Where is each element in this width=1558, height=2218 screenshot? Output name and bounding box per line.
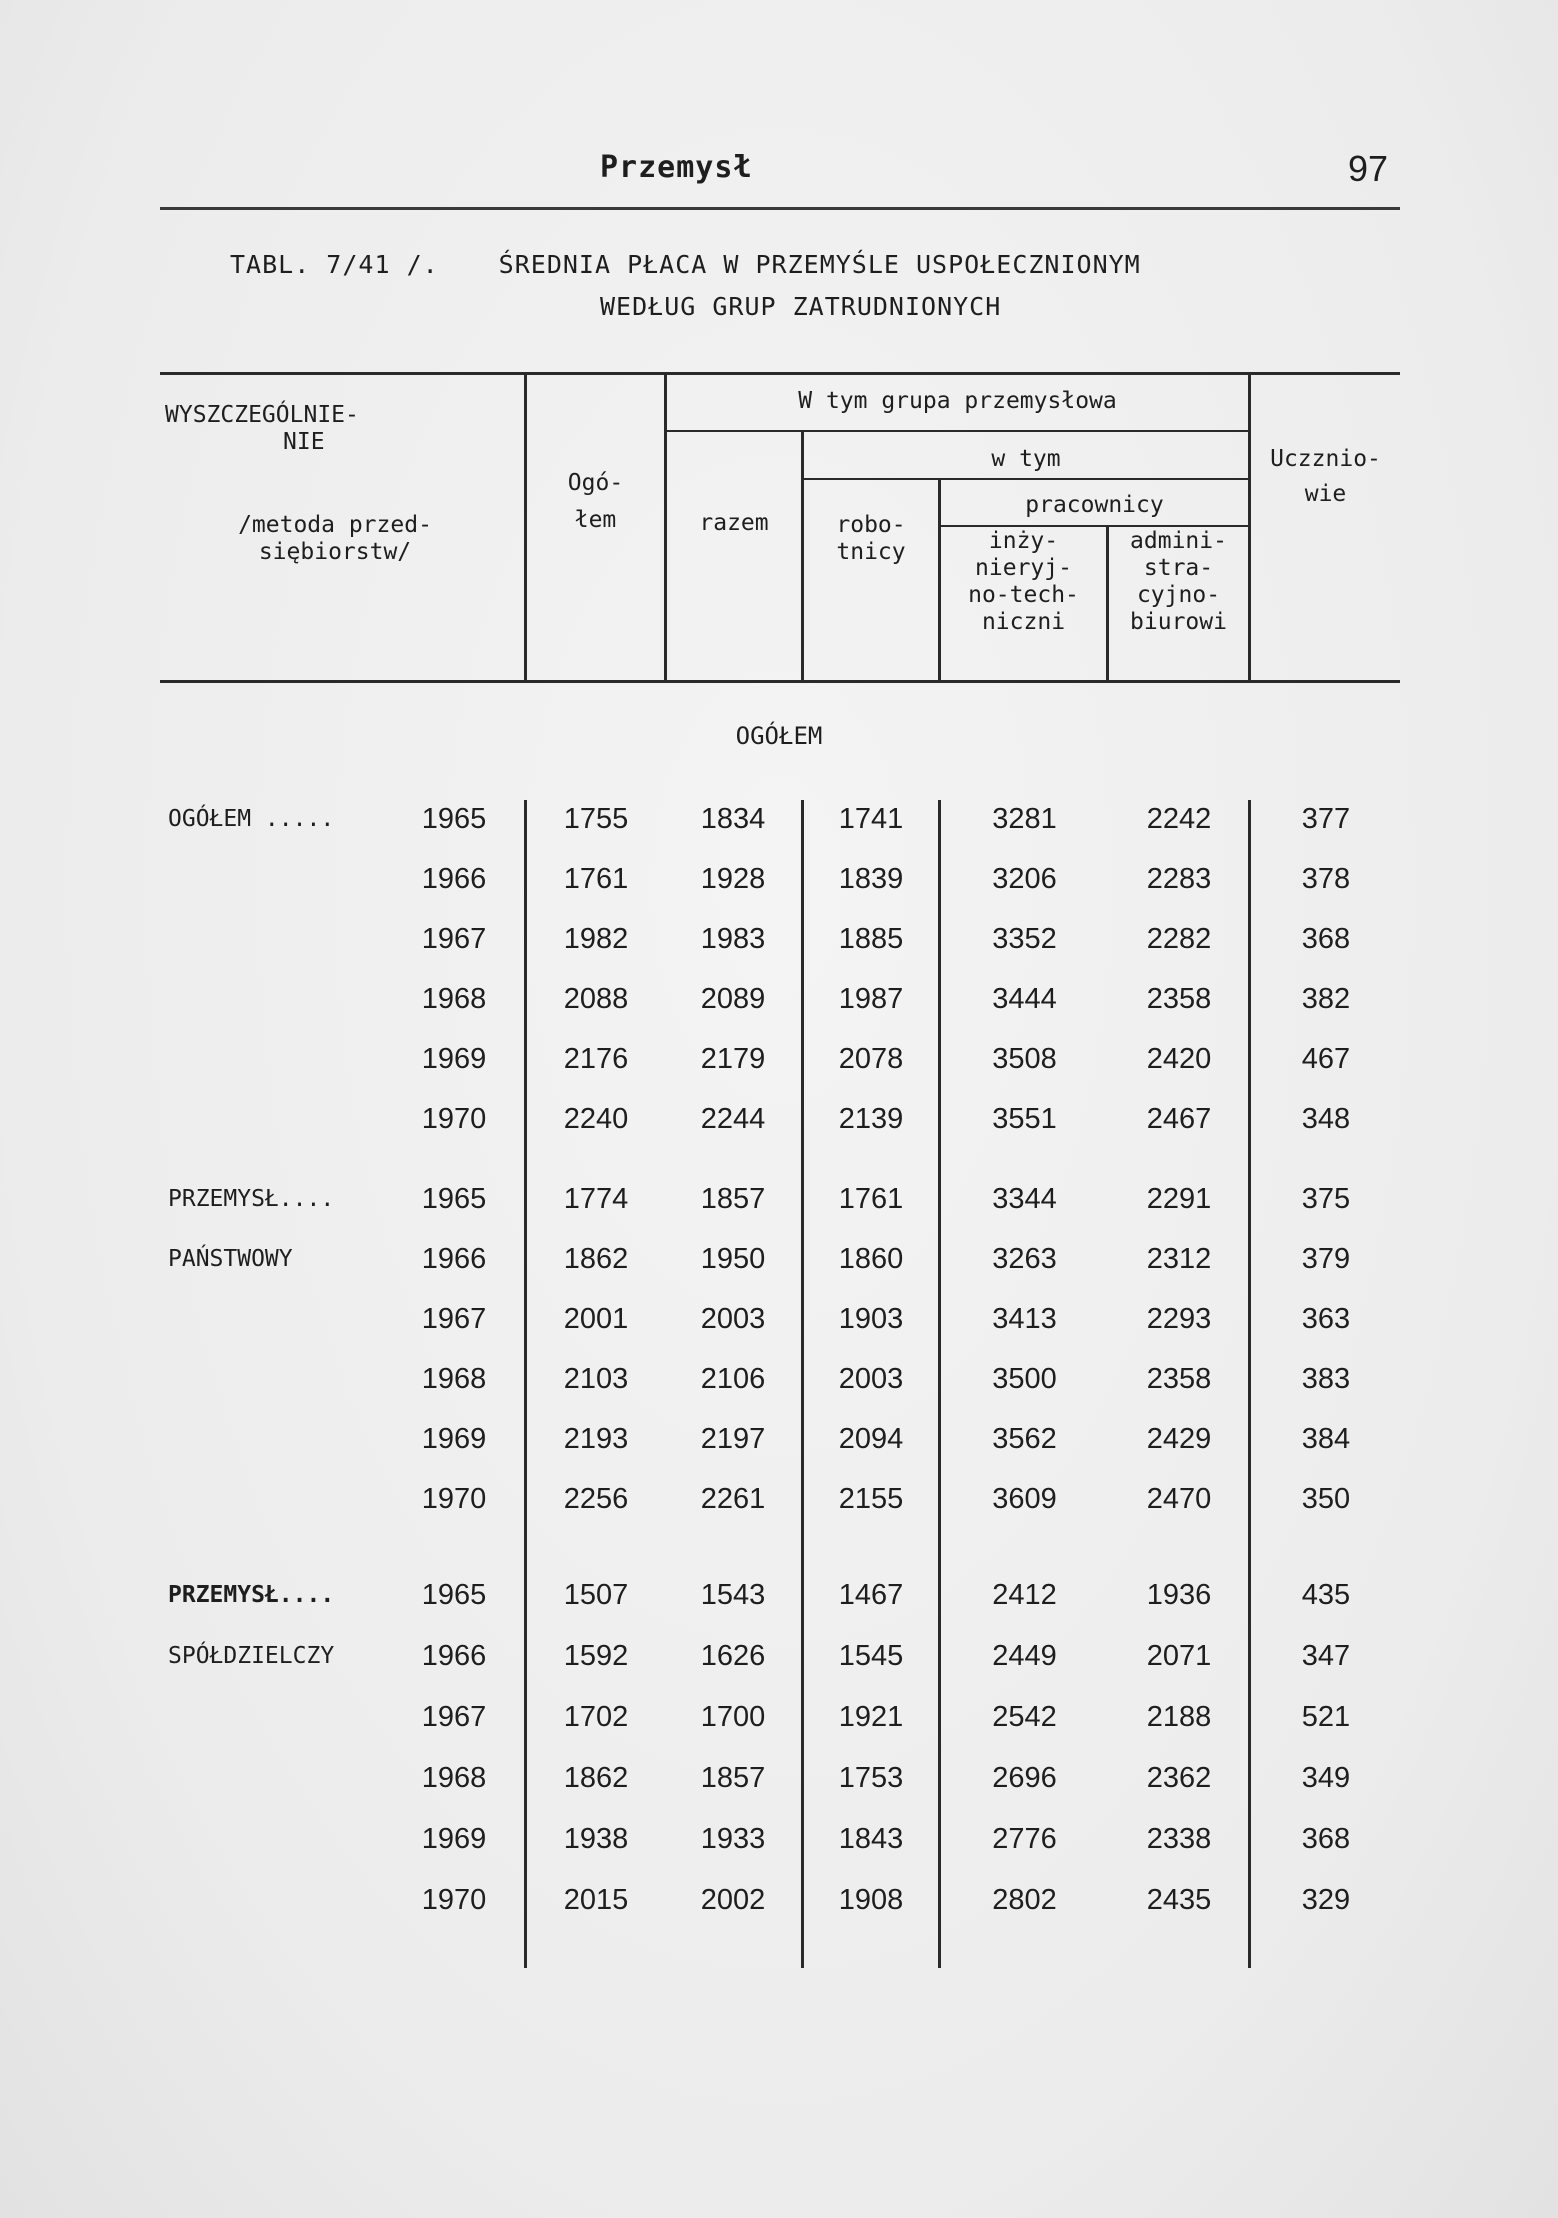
cell-uczniowie: 378 (1301, 863, 1351, 895)
col-header-adm-line-2: stra- (1143, 555, 1214, 581)
cell-admin: 2435 (1146, 1884, 1212, 1916)
col-header-robotnicy-line-1: robo- (836, 512, 906, 538)
cell-year: 1967 (421, 1701, 487, 1733)
cell-razem: 2002 (700, 1884, 766, 1916)
cell-robotnicy: 2155 (838, 1483, 904, 1515)
cell-razem: 1857 (700, 1183, 766, 1215)
col-header-adm-line-3: cyjno- (1136, 582, 1221, 608)
table-row (0, 1819, 1558, 1859)
col-header-inz-line-2: nieryj- (975, 555, 1072, 581)
cell-uczniowie: 363 (1301, 1303, 1351, 1335)
table-row (0, 1575, 1558, 1615)
cell-inz-tech: 3206 (992, 863, 1057, 895)
cell-robotnicy: 1987 (838, 983, 904, 1015)
group-header-rule (664, 430, 1248, 432)
table-row (0, 799, 1558, 839)
col-header-uczniowie-line-2: wie (1304, 481, 1347, 507)
cell-ogolem: 1862 (563, 1243, 629, 1275)
cell-robotnicy: 2094 (838, 1423, 904, 1455)
cell-ogolem: 2193 (563, 1423, 629, 1455)
col-header-adm-line-1: admini- (1130, 528, 1227, 554)
table-row (0, 1880, 1558, 1920)
table-row (0, 1039, 1558, 1079)
cell-robotnicy: 1839 (838, 863, 904, 895)
cell-robotnicy: 1921 (838, 1701, 904, 1733)
stub-method-line-1: /metoda przed- (238, 512, 432, 538)
stub-method (165, 512, 505, 566)
table-row (0, 919, 1558, 959)
cell-razem: 1543 (700, 1579, 766, 1611)
cell-razem: 1700 (700, 1701, 766, 1733)
cell-admin: 1936 (1146, 1579, 1212, 1611)
cell-ogolem: 2088 (563, 983, 629, 1015)
cell-ogolem: 1862 (563, 1762, 629, 1794)
cell-inz-tech: 3263 (992, 1243, 1057, 1275)
cell-razem: 2003 (700, 1303, 766, 1335)
stub-header (165, 402, 465, 456)
cell-robotnicy: 1467 (838, 1579, 904, 1611)
table-top-rule (160, 372, 1400, 375)
cell-uczniowie: 350 (1301, 1483, 1351, 1515)
col-header-uczniowie (1251, 446, 1400, 508)
cell-uczniowie: 375 (1301, 1183, 1351, 1215)
table-title-line-1: ŚREDNIA PŁACA W PRZEMYŚLE USPOŁECZNIONYM (498, 250, 1141, 279)
cell-ogolem: 1761 (563, 863, 629, 895)
cell-razem: 2244 (700, 1103, 766, 1135)
cell-inz-tech: 3508 (992, 1043, 1057, 1075)
cell-inz-tech: 2449 (992, 1640, 1057, 1672)
table-row (0, 1239, 1558, 1279)
cell-robotnicy: 2139 (838, 1103, 904, 1135)
cell-razem: 1933 (700, 1823, 766, 1855)
col-divider-adm (1248, 374, 1251, 681)
cell-inz-tech: 3444 (992, 983, 1057, 1015)
row-group-label: PAŃSTWOWY (168, 1246, 293, 1272)
table-row (0, 979, 1558, 1019)
col-header-adm-line-4: biurowi (1130, 609, 1227, 635)
cell-uczniowie: 382 (1301, 983, 1351, 1015)
cell-ogolem: 1982 (563, 923, 629, 955)
table-row (0, 1419, 1558, 1459)
table-row (0, 1299, 1558, 1339)
cell-ogolem: 2103 (563, 1363, 629, 1395)
cell-uczniowie: 368 (1301, 923, 1351, 955)
cell-robotnicy: 1761 (838, 1183, 904, 1215)
cell-uczniowie: 467 (1301, 1043, 1351, 1075)
cell-year: 1969 (421, 1823, 487, 1855)
cell-razem: 2106 (700, 1363, 766, 1395)
cell-razem: 2197 (700, 1423, 766, 1455)
cell-year: 1969 (421, 1423, 487, 1455)
cell-razem: 2179 (700, 1043, 766, 1075)
col-header-uczniowie-line-1: Uczznio- (1270, 446, 1381, 472)
col-header-ogolem-line-1: Ogó- (567, 470, 624, 496)
stub-method-line-2: siębiorstw/ (258, 539, 412, 565)
cell-razem: 1857 (700, 1762, 766, 1794)
table-row (0, 1359, 1558, 1399)
cell-razem: 1928 (700, 863, 766, 895)
cell-robotnicy: 1903 (838, 1303, 904, 1335)
cell-inz-tech: 3551 (992, 1103, 1057, 1135)
col-header-razem: razem (699, 510, 769, 536)
row-group-label: OGÓŁEM ..... (168, 806, 335, 832)
col-header-ogolem (527, 470, 664, 534)
cell-ogolem: 1774 (563, 1183, 629, 1215)
cell-razem: 1950 (700, 1243, 766, 1275)
cell-razem: 2089 (700, 983, 766, 1015)
cell-robotnicy: 2003 (838, 1363, 904, 1395)
cell-ogolem: 2176 (563, 1043, 629, 1075)
col-header-inz-line-4: niczni (981, 609, 1066, 635)
section-heading: OGÓŁEM (735, 722, 823, 750)
row-group-label: PRZEMYSŁ.... (168, 1186, 335, 1212)
header-rule (160, 207, 1400, 210)
cell-year: 1965 (421, 1183, 487, 1215)
cell-admin: 2467 (1146, 1103, 1212, 1135)
cell-uczniowie: 435 (1301, 1579, 1351, 1611)
stub-header-line-2: NIE (283, 429, 325, 455)
cell-uczniowie: 368 (1301, 1823, 1351, 1855)
cell-inz-tech: 3281 (992, 803, 1057, 835)
cell-admin: 2362 (1146, 1762, 1212, 1794)
cell-inz-tech: 3413 (992, 1303, 1057, 1335)
cell-uczniowie: 347 (1301, 1640, 1351, 1672)
cell-year: 1969 (421, 1043, 487, 1075)
cell-year: 1968 (421, 1762, 487, 1794)
cell-admin: 2358 (1146, 983, 1212, 1015)
cell-admin: 2291 (1146, 1183, 1212, 1215)
cell-robotnicy: 1843 (838, 1823, 904, 1855)
cell-admin: 2188 (1146, 1701, 1212, 1733)
cell-robotnicy: 2078 (838, 1043, 904, 1075)
cell-year: 1965 (421, 1579, 487, 1611)
cell-uczniowie: 383 (1301, 1363, 1351, 1395)
header-bottom-rule (160, 680, 1400, 683)
table-row (0, 1179, 1558, 1219)
cell-year: 1965 (421, 803, 487, 835)
cell-uczniowie: 521 (1301, 1701, 1351, 1733)
cell-robotnicy: 1545 (838, 1640, 904, 1672)
cell-year: 1966 (421, 1640, 487, 1672)
cell-year: 1967 (421, 1303, 487, 1335)
cell-razem: 1834 (700, 803, 766, 835)
col-header-ogolem-line-2: łem (574, 507, 617, 533)
col-header-inz (941, 528, 1106, 636)
cell-inz-tech: 2776 (992, 1823, 1057, 1855)
cell-admin: 2338 (1146, 1823, 1212, 1855)
col-header-inz-line-3: no-tech- (968, 582, 1079, 608)
cell-robotnicy: 1753 (838, 1762, 904, 1794)
row-group-label: PRZEMYSŁ.... (168, 1582, 335, 1608)
col-header-robotnicy-line-2: tnicy (836, 539, 906, 565)
cell-admin: 2470 (1146, 1483, 1212, 1515)
col-header-w-tym: w tym (991, 446, 1061, 472)
cell-inz-tech: 3344 (992, 1183, 1057, 1215)
cell-ogolem: 2256 (563, 1483, 629, 1515)
stub-header-line-1: WYSZCZEGÓLNIE- (165, 402, 359, 428)
cell-inz-tech: 3352 (992, 923, 1057, 955)
cell-ogolem: 1507 (563, 1579, 629, 1611)
page-number: 97 (1348, 148, 1389, 189)
cell-inz-tech: 2802 (992, 1884, 1057, 1916)
cell-uczniowie: 349 (1301, 1762, 1351, 1794)
cell-ogolem: 2240 (563, 1103, 629, 1135)
table-title-line-2: WEDŁUG GRUP ZATRUDNIONYCH (600, 292, 1002, 321)
cell-inz-tech: 3609 (992, 1483, 1057, 1515)
cell-robotnicy: 1741 (838, 803, 904, 835)
cell-admin: 2283 (1146, 863, 1212, 895)
cell-year: 1968 (421, 983, 487, 1015)
cell-uczniowie: 348 (1301, 1103, 1351, 1135)
cell-robotnicy: 1908 (838, 1884, 904, 1916)
col-header-pracownicy: pracownicy (1025, 492, 1164, 518)
col-header-inz-line-1: inży- (988, 528, 1059, 554)
table-row (0, 859, 1558, 899)
cell-uczniowie: 384 (1301, 1423, 1351, 1455)
cell-year: 1970 (421, 1884, 487, 1916)
col-header-robotnicy (804, 512, 938, 566)
table-row (0, 1758, 1558, 1798)
cell-ogolem: 1592 (563, 1640, 629, 1672)
cell-ogolem: 2015 (563, 1884, 629, 1916)
cell-inz-tech: 2542 (992, 1701, 1057, 1733)
table-row (0, 1099, 1558, 1139)
cell-uczniowie: 379 (1301, 1243, 1351, 1275)
cell-ogolem: 1938 (563, 1823, 629, 1855)
cell-year: 1970 (421, 1103, 487, 1135)
cell-admin: 2420 (1146, 1043, 1212, 1075)
cell-robotnicy: 1885 (838, 923, 904, 955)
w-tym-rule (801, 478, 1248, 480)
cell-admin: 2429 (1146, 1423, 1212, 1455)
pracownicy-rule (938, 525, 1248, 527)
cell-inz-tech: 3562 (992, 1423, 1057, 1455)
cell-razem: 1626 (700, 1640, 766, 1672)
cell-year: 1967 (421, 923, 487, 955)
cell-admin: 2242 (1146, 803, 1212, 835)
cell-admin: 2293 (1146, 1303, 1212, 1335)
cell-inz-tech: 2696 (992, 1762, 1057, 1794)
table-title (230, 250, 1141, 279)
cell-razem: 2261 (700, 1483, 766, 1515)
table-row (0, 1636, 1558, 1676)
table-number: TABL. 7/41 /. (230, 250, 439, 279)
cell-year: 1968 (421, 1363, 487, 1395)
cell-year: 1966 (421, 1243, 487, 1275)
cell-robotnicy: 1860 (838, 1243, 904, 1275)
cell-razem: 1983 (700, 923, 766, 955)
cell-uczniowie: 377 (1301, 803, 1351, 835)
cell-uczniowie: 329 (1301, 1884, 1351, 1916)
col-header-adm (1109, 528, 1248, 636)
cell-ogolem: 1755 (563, 803, 629, 835)
cell-year: 1970 (421, 1483, 487, 1515)
cell-year: 1966 (421, 863, 487, 895)
table-row (0, 1697, 1558, 1737)
cell-ogolem: 1702 (563, 1701, 629, 1733)
col-header-group: W tym grupa przemysłowa (798, 388, 1117, 414)
cell-inz-tech: 3500 (992, 1363, 1057, 1395)
cell-admin: 2358 (1146, 1363, 1212, 1395)
cell-admin: 2282 (1146, 923, 1212, 955)
cell-ogolem: 2001 (563, 1303, 629, 1335)
running-title: Przemysł (600, 150, 753, 185)
cell-admin: 2071 (1146, 1640, 1212, 1672)
cell-admin: 2312 (1146, 1243, 1212, 1275)
row-group-label: SPÓŁDZIELCZY (168, 1643, 335, 1669)
table-row (0, 1479, 1558, 1519)
cell-inz-tech: 2412 (992, 1579, 1057, 1611)
